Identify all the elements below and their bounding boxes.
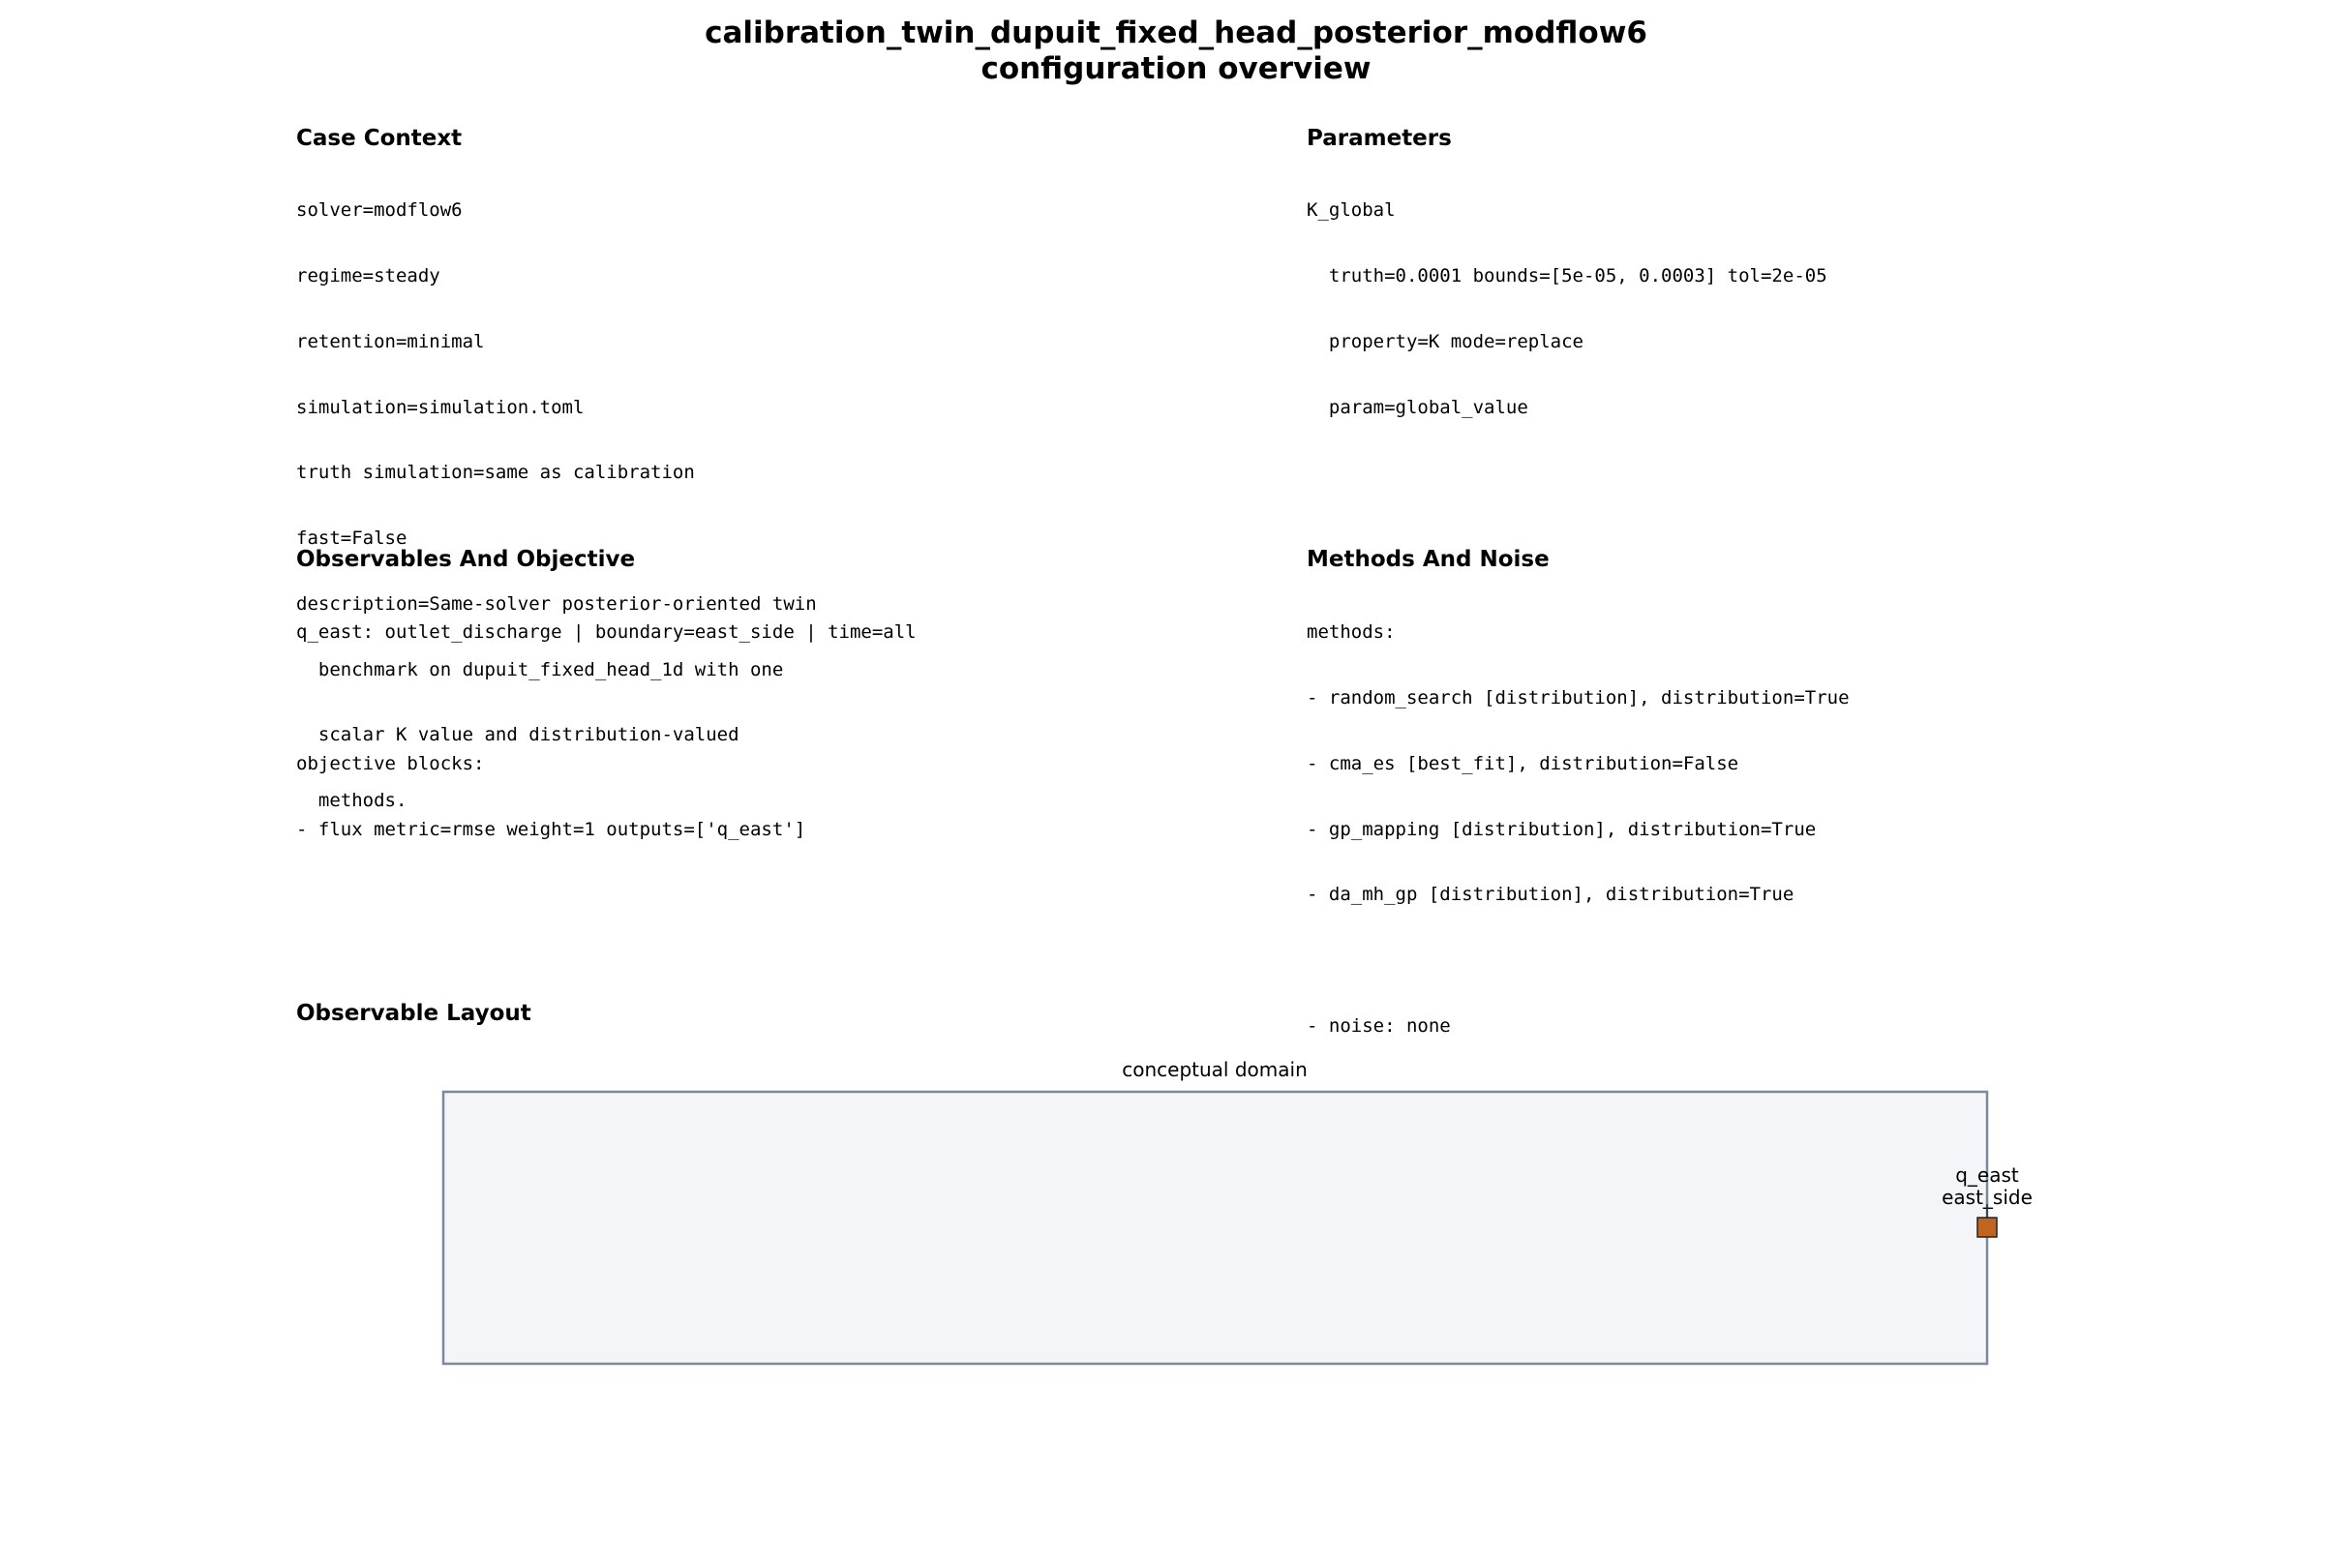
method-line: - da_mh_gp [distribution], distribution=True [1307,884,1794,906]
observables-heading: Observables And Objective [296,547,636,572]
case-context-line: simulation=simulation.toml [296,396,585,418]
noise-line: - noise: none [1307,1014,1451,1037]
case-context-heading: Case Context [296,126,463,151]
case-context-line: truth simulation=same as calibration [296,462,695,484]
method-line: - cma_es [best_fit], distribution=False [1307,752,1739,774]
method-line: - gp_mapping [distribution], distribution=True [1307,818,1817,840]
parameter-line: param=global_value [1307,396,1528,418]
case-context-line: scalar K value and distribution-valued [296,724,739,746]
parameter-line: property=K mode=replace [1307,330,1583,352]
marker-boundary-label: east_side [1942,1186,2033,1209]
q-east-observable-marker [1977,1218,1997,1237]
case-context-line: methods. [296,790,407,812]
title-line-1: calibration_twin_dupuit_fixed_head_posterior_modflow6 [705,15,1647,50]
case-context-line: solver=modflow6 [296,199,463,222]
methods-header: methods: [1307,621,1396,644]
case-context-line: regime=steady [296,264,440,286]
methods-heading: Methods And Noise [1307,547,1550,572]
case-context-line: fast=False [296,528,407,550]
layout-heading: Observable Layout [296,1001,531,1026]
parameter-line: truth=0.0001 bounds=[5e-05, 0.0003] tol=2e-05 [1307,264,1827,286]
case-context-line: retention=minimal [296,330,485,352]
parameter-line: K_global [1307,199,1396,222]
conceptual-domain-box [443,1092,1987,1364]
domain-label: conceptual domain [1122,1058,1308,1081]
objective-header: objective blocks: [296,752,485,774]
observable-line: q_east: outlet_discharge | boundary=east_side | time=all [296,621,917,644]
marker-name-label: q_east [1955,1163,2019,1187]
parameters-heading: Parameters [1307,126,1452,151]
method-line: - random_search [distribution], distribution=True [1307,686,1850,709]
case-context-line: description=Same-solver posterior-oriented twin [296,592,817,615]
case-context-line: benchmark on dupuit_fixed_head_1d with one [296,658,784,680]
title-line-2: configuration overview [980,51,1372,86]
objective-line: - flux metric=rmse weight=1 outputs=['q_east'] [296,818,806,840]
